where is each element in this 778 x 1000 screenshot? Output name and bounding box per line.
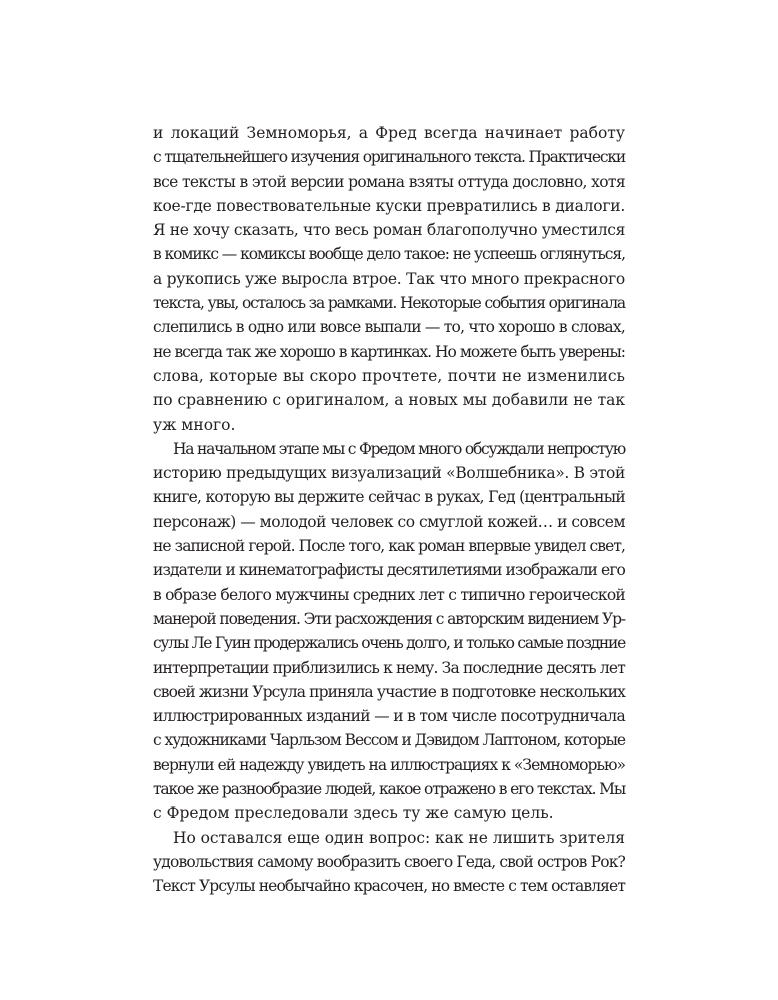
text-line: На начальном этапе мы с Фредом много обсуждали непростую <box>173 439 625 458</box>
text-line: а рукопись уже выросла втрое. Так что много прекрасного <box>153 269 625 288</box>
text-line: Но оставался еще один вопрос: как не лишить зрителя <box>173 828 625 847</box>
paragraph <box>153 121 625 437</box>
text-line: уж много. <box>153 415 236 434</box>
text-line: с тщательнейшего изучения оригинального текста. Практически <box>153 148 625 167</box>
text-line: такое же разнообразие людей, какое отражено в его текстах. Мы <box>153 780 625 799</box>
text-line: иллюстрированных изданий — и в том числе посотрудничала <box>153 707 626 726</box>
text-line: интерпретации приблизились к нему. За последние десять лет <box>153 658 625 677</box>
text-line: с Фредом преследовали здесь ту же самую цель. <box>153 804 554 823</box>
text-line: вернули ей надежду увидеть на иллюстрациях к «Земноморью» <box>153 755 625 774</box>
text-line: издатели и кинематографисты десятилетиями изображали его <box>153 561 625 580</box>
text-line: персонаж) — молодой человек со смуглой кожей… и совсем <box>153 512 626 531</box>
text-line: своей жизни Урсула приняла участие в подготовке нескольких <box>153 682 625 701</box>
text-line: Текст Урсулы необычайно красочен, но вместе с тем оставляет <box>153 877 625 896</box>
paragraph <box>153 437 625 826</box>
text-line: текста, увы, осталось за рамками. Некоторые события оригинала <box>153 294 626 313</box>
page-text <box>153 121 625 899</box>
text-line: не всегда так же хорошо в картинках. Но можете быть уверены: <box>153 342 626 361</box>
text-line: слепились в одно или вовсе выпали — то, что хорошо в словах, <box>153 318 625 337</box>
text-line: в образе белого мужчины средних лет с типично героической <box>153 585 625 604</box>
text-line: удовольствия самому вообразить своего Геда, свой остров Рок? <box>153 852 625 871</box>
text-line: с художниками Чарльзом Вессом и Дэвидом Лаптоном, которые <box>153 731 626 750</box>
text-line: кое-где повествовательные куски превратились в диалоги. <box>153 196 626 215</box>
paragraph <box>153 826 625 899</box>
text-line: все тексты в этой версии романа взяты оттуда дословно, хотя <box>153 172 625 191</box>
text-line: историю предыдущих визуализаций «Волшебника». В этой <box>153 464 625 483</box>
text-line: в комикс — комиксы вообще дело такое: не успеешь оглянуться, <box>153 245 625 264</box>
text-line: по сравнению с оригиналом, а новых мы добавили не так <box>153 391 625 410</box>
text-line: слова, которые вы скоро прочтете, почти не изменились <box>153 366 625 385</box>
text-line: и локаций Земноморья, а Фред всегда начинает работу <box>153 124 625 142</box>
text-line: сулы Ле Гуин продержались очень долго, и только самые поздние <box>153 634 625 653</box>
text-line: Я не хочу сказать, что весь роман благополучно уместился <box>153 221 626 240</box>
text-line: манерой поведения. Эти расхождения с авторским видением Ур- <box>153 609 625 628</box>
text-line: не записной герой. После того, как роман впервые увидел свет, <box>153 537 625 556</box>
text-line: книге, которую вы держите сейчас в руках, Гед (центральный <box>153 488 625 507</box>
